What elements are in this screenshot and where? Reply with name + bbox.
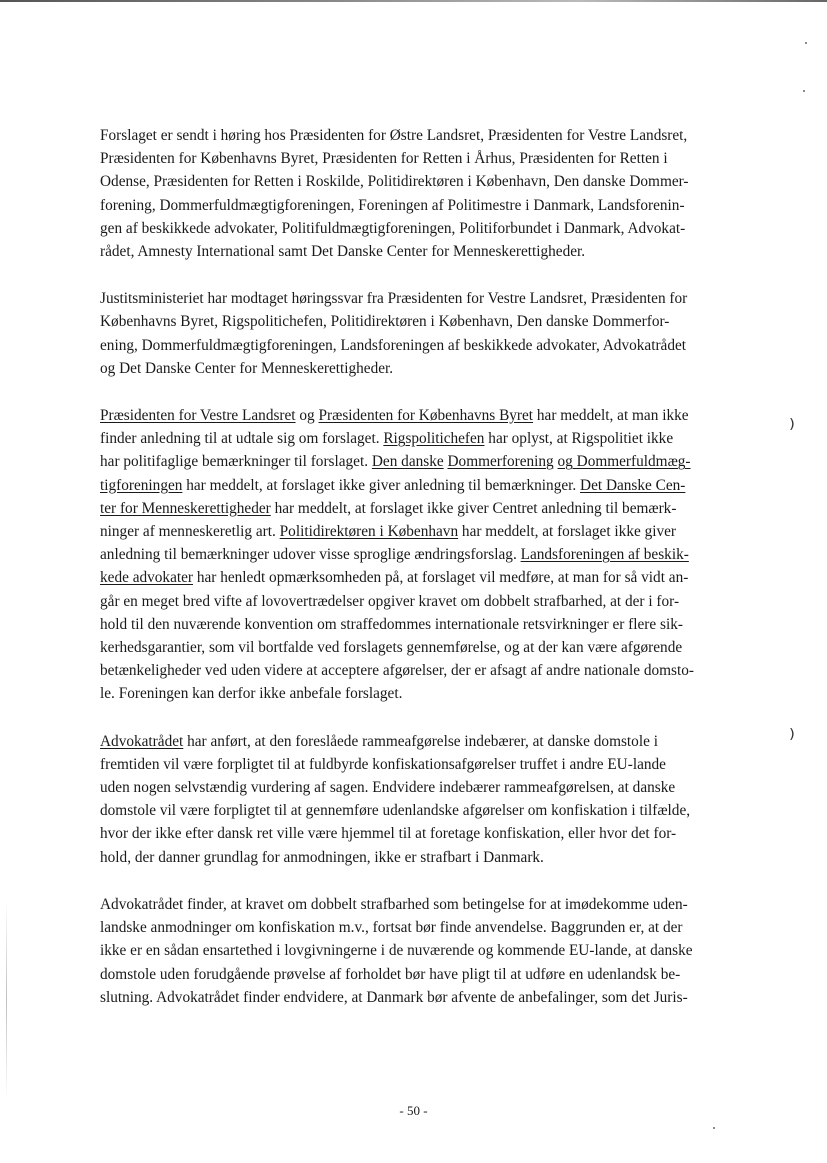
text-line	[100, 939, 740, 962]
text-segment: har meddelt, at man ikke	[533, 407, 689, 425]
text-line	[100, 822, 740, 845]
margin-bracket-mark: ⁾	[789, 414, 795, 442]
text-line	[100, 497, 740, 520]
text-line	[100, 613, 740, 636]
text-line	[100, 730, 740, 753]
text-line	[100, 287, 740, 310]
text-line	[100, 310, 740, 333]
text-segment: gen af beskikkede advokater, Politifuldmægtigforeningen, Politiforbundet i Danmark, Advokat-	[100, 219, 686, 237]
text-segment: slutning. Advokatrådet finder endvidere, at Danmark bør afvente de anbefalinger, som det Juris-	[100, 988, 688, 1006]
text-segment: har anført, at den foreslåede rammeafgørelse indebærer, at danske domstole i	[183, 732, 658, 750]
text-line	[100, 334, 740, 357]
underlined-text: Den danske	[371, 453, 444, 471]
text-segment: har meddelt, at forslaget ikke giver	[458, 523, 677, 541]
underlined-text: kede advokater	[100, 569, 194, 587]
underlined-text: Politidirektøren i København	[279, 523, 459, 541]
text-segment: anledning til bemærkninger udover visse sproglige ændringsforslag.	[100, 546, 521, 564]
underlined-text: Landsforeningen af beskik-	[520, 546, 689, 564]
text-segment: kerhedsgarantier, som vil bortfalde ved forslagets gennemførelse, og at der kan være afgørende	[100, 639, 683, 657]
underlined-text: Rigspolitichefen	[383, 430, 485, 448]
document-body	[100, 124, 740, 1033]
text-line	[100, 682, 740, 705]
text-line	[100, 404, 740, 427]
text-segment: har oplyst, at Rigspolitiet ikke	[484, 430, 674, 448]
text-segment: og Det Danske Center for Menneskerettigheder.	[100, 359, 394, 377]
text-segment: finder anledning til at udtale sig om forslaget.	[100, 430, 384, 448]
underlined-text: ter for Menneskerettigheder	[100, 499, 271, 517]
text-segment: hvor der ikke efter dansk ret ville være hjemmel til at foretage konfiskation, eller hvor det for-	[100, 825, 677, 843]
text-line	[100, 636, 740, 659]
text-line	[100, 963, 740, 986]
paragraph	[100, 287, 740, 380]
text-line	[100, 916, 740, 939]
text-segment: rådet, Amnesty International samt Det Danske Center for Menneskerettigheder.	[100, 243, 586, 261]
page-number: - 50 -	[399, 1103, 428, 1118]
text-line	[100, 427, 740, 450]
paragraph	[100, 893, 740, 1009]
underlined-text: tigforeningen	[100, 476, 183, 494]
text-line	[100, 240, 740, 263]
paragraph	[100, 730, 740, 869]
text-segment: Københavns Byret, Rigspolitichefen, Politidirektøren i København, Den danske Dommerfor-	[100, 313, 670, 331]
text-line	[100, 753, 740, 776]
text-line	[100, 776, 740, 799]
text-segment: hold, der danner grundlag for anmodningen, ikke er strafbart i Danmark.	[100, 848, 544, 866]
text-segment: domstole uden forudgående prøvelse af forholdet bør have pligt til at udføre en udenlandsk be-	[100, 965, 681, 983]
text-line	[100, 217, 740, 240]
text-segment: uden nogen selvstændig vurdering af sagen. Endvidere indebærer rammeafgørelsen, at danske	[100, 779, 676, 797]
text-segment: Advokatrådet finder, at kravet om dobbelt strafbarhed som betingelse for at imødekomme uden-	[100, 895, 688, 913]
scan-speck	[805, 42, 807, 44]
text-line	[100, 566, 740, 589]
text-segment: fremtiden vil være forpligtet til at fuldbyrde konfiskationsafgørelser truffet i andre EU-lande	[100, 755, 666, 773]
text-segment: hold til den nuværende konvention om straffedommes internationale retsvirkninger er flere sik-	[100, 615, 683, 633]
text-segment: ninger af menneskeretlig art.	[100, 523, 280, 541]
underlined-text: Dommerforening	[447, 453, 554, 471]
scan-speck	[713, 1127, 715, 1129]
paragraph	[100, 404, 740, 706]
text-line	[100, 357, 740, 380]
text-segment: har meddelt, at forslaget ikke giver anledning til bemærkninger.	[182, 476, 581, 494]
text-line	[100, 659, 740, 682]
text-segment: betænkeligheder ved uden videre at acceptere afgørelser, der er afsagt af andre nationale domsto-	[100, 662, 694, 680]
text-segment: Odense, Præsidenten for Retten i Roskilde, Politidirektøren i København, Den danske Dommer-	[100, 173, 689, 191]
text-line	[100, 520, 740, 543]
text-segment: ikke er en sådan ensartethed i lovgivningerne i de nuværende og kommende EU-lande, at danske	[100, 942, 693, 960]
underlined-text: Præsidenten for Vestre Landsret	[100, 407, 296, 425]
underlined-text: Det Danske Cen-	[580, 476, 686, 494]
text-segment: Præsidenten for Københavns Byret, Præsidenten for Retten i Århus, Præsidenten for Retten i	[100, 150, 668, 168]
text-segment: og	[295, 407, 319, 425]
underlined-text: Advokatrådet	[100, 732, 184, 750]
scan-left-shadow	[6, 900, 7, 1100]
underlined-text: og Dommerfuldmæg-	[557, 453, 691, 471]
text-segment: har henledt opmærksomheden på, at forslaget vil medføre, at man for så vidt an-	[193, 569, 689, 587]
text-line	[100, 474, 740, 497]
text-segment: le. Foreningen kan derfor ikke anbefale forslaget.	[100, 685, 403, 703]
scan-speck	[803, 90, 805, 92]
margin-bracket-mark: ⁾	[789, 724, 795, 752]
text-segment: forening, Dommerfuldmægtigforeningen, Foreningen af Politimestre i Danmark, Landsforenin-	[100, 196, 685, 214]
text-line	[100, 799, 740, 822]
text-segment: ening, Dommerfuldmægtigforeningen, Landsforeningen af beskikkede advokater, Advokatrådet	[100, 336, 687, 354]
text-line	[100, 450, 740, 473]
text-line	[100, 170, 740, 193]
text-segment: har meddelt, at forslaget ikke giver Centret anledning til bemærk-	[270, 499, 677, 517]
scan-top-edge	[0, 0, 827, 2]
text-line	[100, 194, 740, 217]
text-line	[100, 846, 740, 869]
text-segment: Forslaget er sendt i høring hos Præsidenten for Østre Landsret, Præsidenten for Vestre Landsret,	[100, 127, 688, 144]
paragraph	[100, 124, 740, 263]
text-line	[100, 147, 740, 170]
text-segment: går en meget bred vifte af lovovertrædelser opgiver kravet om dobbelt strafbarhed, at der i for-	[100, 592, 680, 610]
text-segment: Justitsministeriet har modtaget høringssvar fra Præsidenten for Vestre Landsret, Præsidenten for	[100, 290, 688, 308]
text-line	[100, 590, 740, 613]
text-line	[100, 893, 740, 916]
text-line	[100, 986, 740, 1009]
text-segment: domstole vil være forpligtet til at gennemføre udenlandske afgørelser om konfiskation i tilfælde,	[100, 802, 691, 820]
text-line	[100, 543, 740, 566]
underlined-text: Præsidenten for Københavns Byret	[318, 407, 534, 425]
text-line	[100, 124, 740, 147]
text-segment: har politifaglige bemærkninger til forslaget.	[100, 453, 372, 471]
text-segment: landske anmodninger om konfiskation m.v., fortsat bør finde anvendelse. Baggrunden er, at der	[100, 919, 683, 937]
